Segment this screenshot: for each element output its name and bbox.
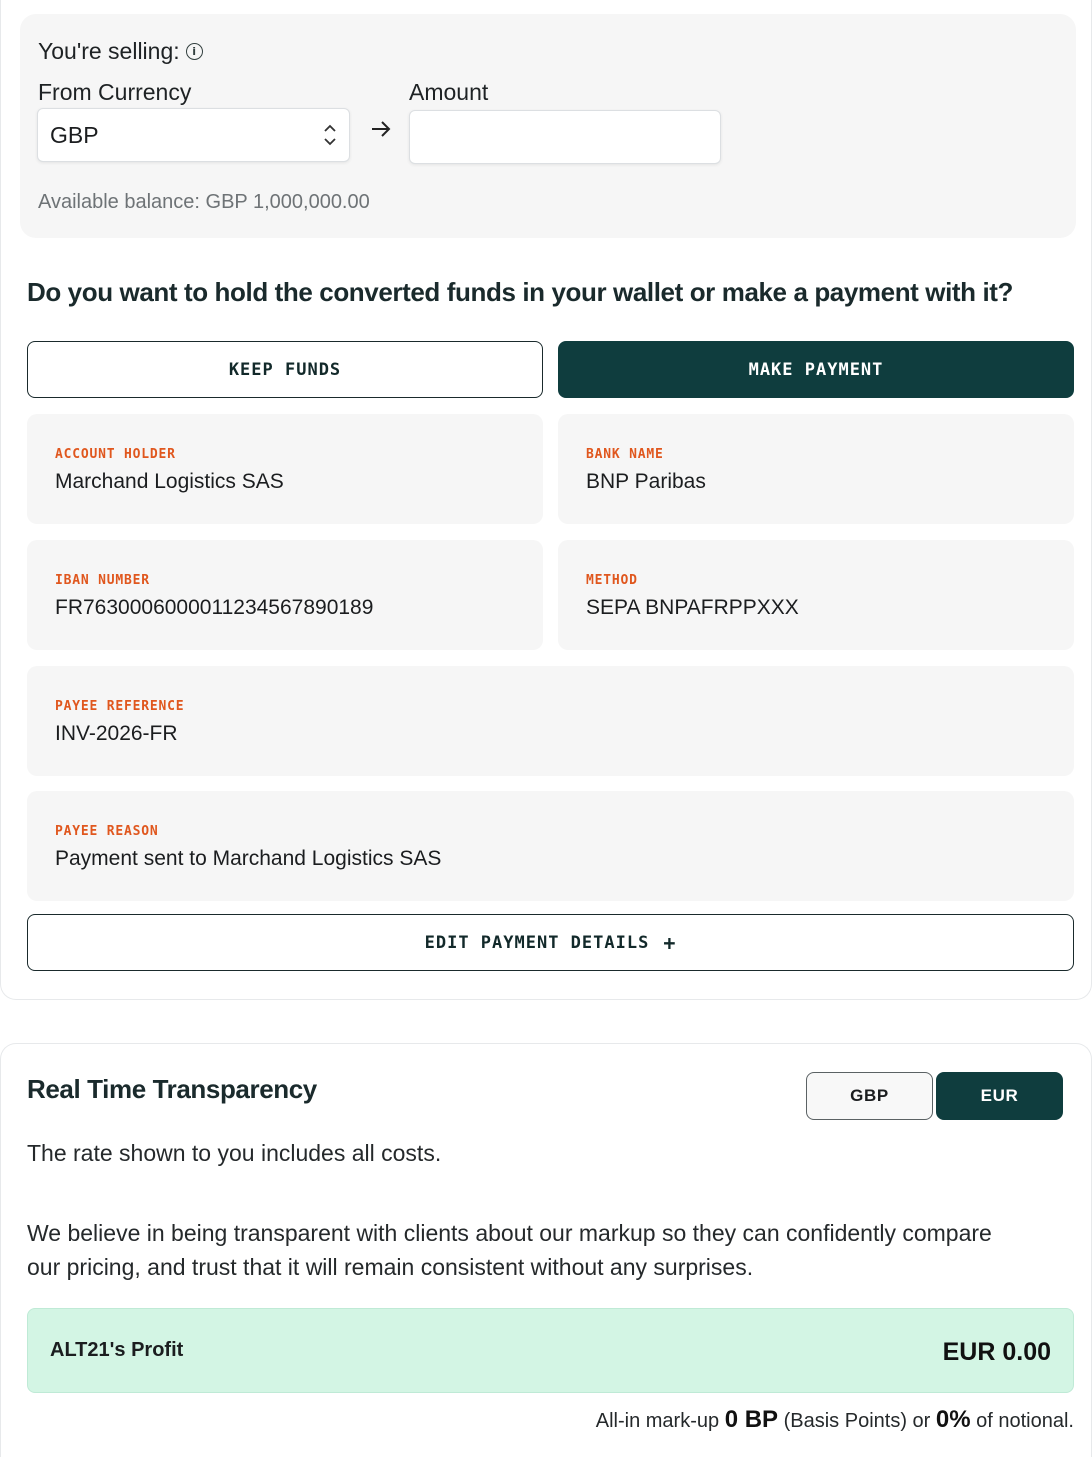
markup-bp: 0 BP: [724, 1406, 779, 1433]
profit-value: EUR 0.00: [942, 1338, 1051, 1366]
payee-reason-label: PAYEE REASON: [55, 824, 159, 839]
from-currency-label: From Currency: [38, 79, 192, 105]
markup-suffix: of notional.: [976, 1410, 1074, 1432]
method-value: SEPA BNPAFRPPXXX: [586, 596, 799, 619]
profit-bar: [27, 1308, 1074, 1393]
chevron-up-down-icon: [323, 121, 337, 149]
bank-name-value: BNP Paribas: [586, 470, 706, 493]
plus-icon: +: [663, 930, 677, 955]
bank-name-card: [558, 414, 1074, 524]
payee-reference-label: PAYEE REFERENCE: [55, 699, 185, 714]
transparency-intro: The rate shown to you includes all costs.: [27, 1140, 442, 1166]
bank-name-label: BANK NAME: [586, 447, 664, 462]
transparency-title: Real Time Transparency: [27, 1074, 317, 1104]
method-label: METHOD: [586, 573, 638, 588]
markup-prefix: All-in mark-up: [595, 1410, 720, 1432]
iban-label: IBAN NUMBER: [55, 573, 150, 588]
profit-label: ALT21's Profit: [50, 1339, 184, 1361]
payee-reference-value: INV-2026-FR: [55, 722, 178, 745]
selling-heading: [38, 38, 203, 65]
iban-card: [27, 540, 543, 650]
selling-panel: [20, 14, 1076, 238]
account-holder-label: ACCOUNT HOLDER: [55, 447, 176, 462]
markup-pct: 0%: [935, 1406, 971, 1433]
account-holder-value: Marchand Logistics SAS: [55, 470, 284, 493]
selling-title: You're selling:: [38, 38, 180, 64]
markup-mid: (Basis Points) or: [783, 1410, 931, 1432]
markup-summary: [596, 1406, 1074, 1434]
info-icon[interactable]: i: [186, 43, 203, 60]
payee-reference-card: [27, 666, 1074, 776]
funds-question: Do you want to hold the converted funds in your wallet or make a payment with it?: [27, 277, 1014, 307]
edit-payment-details-label: EDIT PAYMENT DETAILS: [424, 932, 650, 953]
edit-payment-details-button[interactable]: [27, 914, 1074, 971]
arrow-right-icon: [370, 118, 392, 140]
transparency-body-line2: our pricing, and trust that it will remain consistent without any surprises.: [27, 1254, 754, 1280]
make-payment-button[interactable]: MAKE PAYMENT: [558, 341, 1074, 398]
account-holder-card: [27, 414, 543, 524]
iban-value: FR7630006000011234567890189: [55, 596, 374, 619]
transparency-body-line1: We believe in being transparent with clients about our markup so they can confidently compare: [27, 1220, 992, 1246]
available-balance: Available balance: GBP 1,000,000.00: [38, 191, 370, 213]
from-currency-select[interactable]: [37, 108, 350, 162]
amount-label: Amount: [409, 79, 489, 105]
method-card: [558, 540, 1074, 650]
keep-funds-button[interactable]: KEEP FUNDS: [27, 341, 543, 398]
payee-reason-value: Payment sent to Marchand Logistics SAS: [55, 847, 442, 870]
from-currency-value: GBP: [50, 121, 99, 148]
currency-toggle-eur[interactable]: EUR: [936, 1072, 1063, 1120]
payee-reason-card: [27, 791, 1074, 901]
currency-toggle-gbp[interactable]: GBP: [806, 1072, 933, 1120]
amount-input[interactable]: [409, 110, 721, 164]
